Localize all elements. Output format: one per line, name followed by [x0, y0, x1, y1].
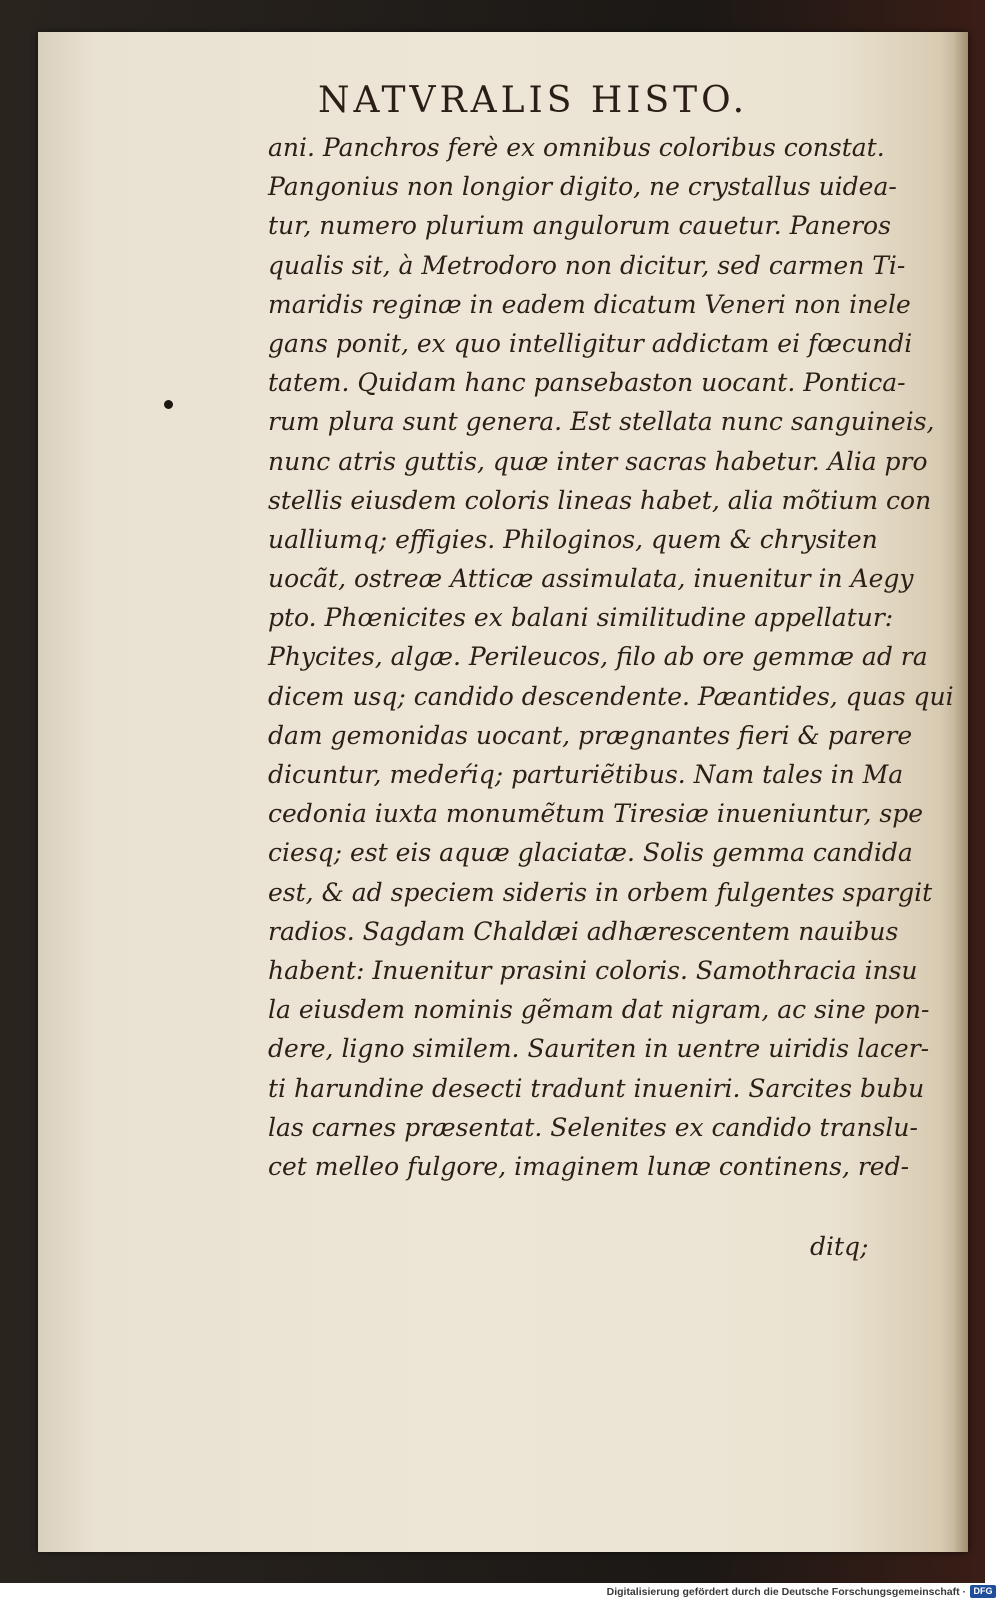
text-block — [268, 128, 954, 1186]
text-line-5: maridis reginæ in eadem dicatum Veneri non inele — [268, 289, 911, 319]
text-line-13: pto. Phœnicites ex balani similitudine appellatur: — [268, 603, 894, 633]
text-line-10: stellis eiusdem coloris lineas habet, alia mõtium con — [268, 485, 932, 515]
text-line-3: tur, numero plurium angulorum cauetur. Paneros — [268, 211, 891, 241]
text-line-19: ciesq; est eis aquæ glaciatæ. Solis gemma candida — [268, 838, 913, 868]
text-line-7: tatem. Quidam hanc pansebaston uocant. Pontica- — [268, 368, 906, 398]
text-line-9: nunc atris guttis, quæ inter sacras habetur. Alia pro — [268, 446, 928, 476]
catchword: ditq; — [810, 1232, 869, 1261]
text-line-27: cet melleo fulgore, imaginem lunæ continens, red- — [268, 1151, 910, 1181]
text-line-14: Phycites, algæ. Perileucos, filo ab ore gemmæ ad ra — [268, 642, 928, 672]
text-line-4: qualis sit, à Metrodoro non dicitur, sed carmen Ti- — [268, 250, 906, 280]
text-line-25: ti harundine desecti tradunt inueniri. Sarcites bubu — [268, 1073, 925, 1103]
text-line-18: cedonia iuxta monumẽtum Tiresiæ inueniuntur, spe — [268, 799, 924, 829]
ink-spot — [164, 400, 173, 409]
text-line-2: Pangonius non longior digito, ne crystallus uidea- — [268, 172, 897, 202]
text-line-8: rum plura sunt genera. Est stellata nunc sanguineis, — [268, 407, 935, 437]
text-line-12: uocãt, ostreæ Atticæ assimulata, inuenitur in Aegy — [268, 564, 914, 594]
page-edge-shadow — [954, 32, 968, 1552]
text-line-26: las carnes præsentat. Selenites ex candido translu- — [268, 1112, 918, 1142]
text-line-15: dicem usq; candido descendente. Pæantides, quas qui — [268, 681, 954, 711]
text-line-6: gans ponit, ex quo intelligitur addictam ei fœcundi — [268, 328, 913, 358]
text-line-24: dere, ligno similem. Sauriten in uentre uiridis lacer- — [268, 1034, 930, 1064]
text-line-20: est, & ad speciem sideris in orbem fulgentes spargit — [268, 877, 933, 907]
text-line-17: dicuntur, medeŕiq; parturiẽtibus. Nam tales in Ma — [268, 760, 904, 789]
text-line-21: radios. Sagdam Chaldæi adhærescentem nauibus — [268, 916, 899, 946]
running-head: NATVRALIS HISTO. — [318, 80, 749, 121]
text-line-22: habent: Inuenitur prasini coloris. Samothracia insu — [268, 955, 918, 985]
text-line-1: ani. Panchros ferè ex omnibus coloribus constat. — [268, 133, 885, 162]
dfg-logo-icon: DFG — [970, 1585, 996, 1598]
text-line-11: ualliumq; effigies. Philoginos, quem & chrysiten — [268, 524, 878, 554]
text-line-23: la eiusdem nominis gẽmam dat nigram, ac sine pon- — [268, 995, 930, 1025]
text-line-16: dam gemonidas uocant, prægnantes fieri & parere — [268, 720, 913, 750]
funding-credit: Digitalisierung gefördert durch die Deutsche Forschungsgemeinschaft · — [606, 1586, 966, 1598]
